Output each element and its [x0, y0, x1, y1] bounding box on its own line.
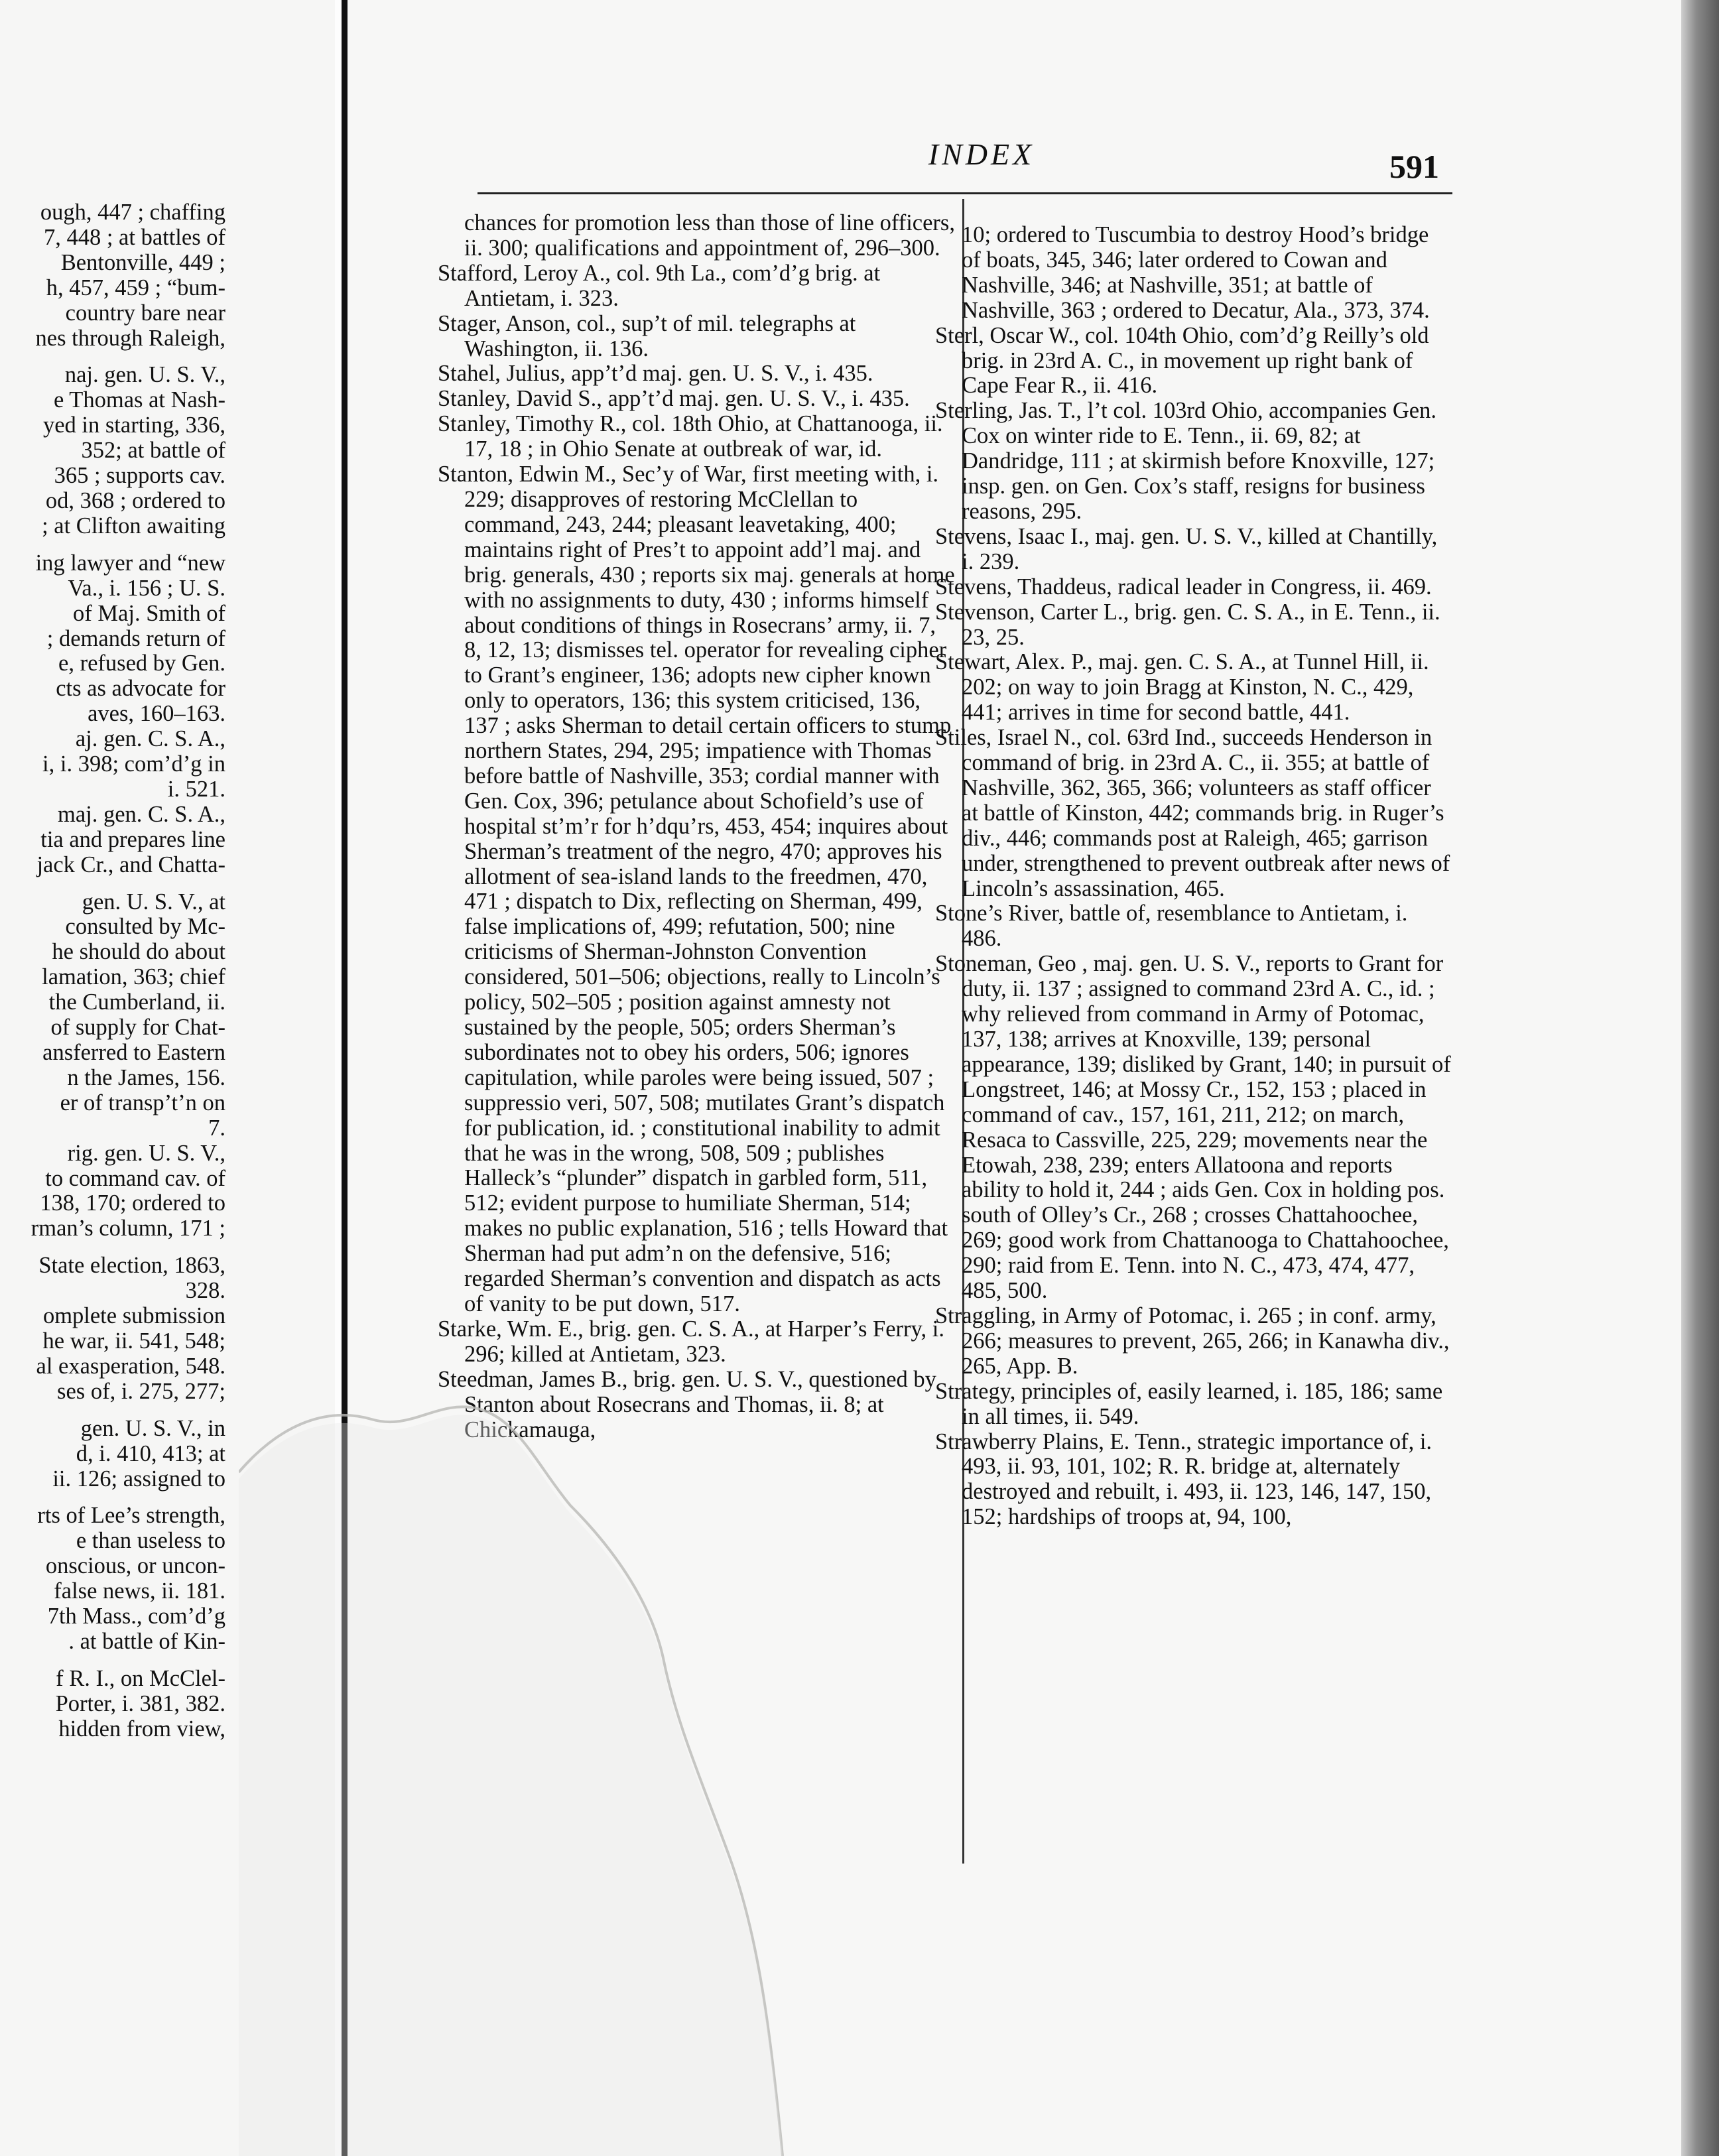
fragment-line: maj. gen. C. S. A., — [57, 801, 225, 827]
fragment-line: . at battle of Kin- — [68, 1628, 225, 1654]
fragment-line: 7. — [208, 1115, 225, 1141]
index-entry: Stiles, Israel N., col. 63rd Ind., succeeds Henderson in command of brig. in 23rd A. C., ii. 355; at battle of Nashville, 362, 365, 366; volunteers as staff officer at battle of Kinston, 442; commands brig. in Ruger’s div., 446; commands post at Raleigh, 465; garrison under, strengthened to prevent outbreak after news of Lincoln’s assassination, 465. — [935, 725, 1450, 901]
page-number: 591 — [1389, 148, 1439, 185]
fragment-line — [0, 1491, 225, 1503]
fragment-line: tia and prepares line — [40, 826, 225, 852]
fragment-line: e Thomas at Nash- — [53, 387, 225, 413]
fragment-line: lamation, 363; chief — [42, 964, 225, 990]
fragment-line: ansferred to Eastern — [42, 1040, 225, 1065]
index-entry: Sterling, Jas. T., l’t col. 103rd Ohio, accompanies Gen. Cox on winter ride to E. Tenn., ii. 69, 82; at Dandridge, 111 ; at skirmish before Knoxville, 127; insp. gen. on Gen. Cox’s staff, resigns for business reasons, 295. — [935, 398, 1436, 524]
fragment-line: naj. gen. U. S. V., — [64, 362, 225, 388]
fragment-line — [0, 1405, 225, 1417]
book-spine — [342, 0, 348, 2156]
index-entry: Stager, Anson, col., sup’t of mil. telegraphs at Washington, ii. 136. — [438, 310, 856, 361]
fragment-line: f R. I., on McClel- — [56, 1665, 225, 1691]
fragment-line: omplete submission — [42, 1303, 225, 1329]
fragment-line: Va., i. 156 ; U. S. — [68, 575, 225, 601]
fragment-line: nes through Raleigh, — [35, 325, 225, 351]
fragment-line: aves, 160–163. — [88, 701, 225, 727]
index-entry: Stevens, Isaac I., maj. gen. U. S. V., killed at Chantilly, i. 239. — [935, 523, 1438, 574]
fragment-line: ses of, i. 275, 277; — [57, 1378, 225, 1404]
index-entry: Sterl, Oscar W., col. 104th Ohio, com’d’g Reilly’s old brig. in 23rd A. C., in movement up right bank of Cape Fear R., ii. 416. — [935, 322, 1429, 399]
fragment-line: 365 ; supports cav. — [54, 463, 225, 489]
fragment-line: gen. U. S. V., in — [80, 1415, 225, 1441]
fragment-line: of Maj. Smith of — [73, 600, 225, 626]
fragment-line: Porter, i. 381, 382. — [55, 1690, 225, 1716]
fragment-line: e, refused by Gen. — [58, 651, 225, 676]
index-entry: Starke, Wm. E., brig. gen. C. S. A., at Harper’s Ferry, i. 296; killed at Antietam, 323. — [438, 1316, 944, 1367]
index-entry: Stanley, Timothy R., col. 18th Ohio, at Chattanooga, ii. 17, 18 ; in Ohio Senate at outbreak of war, id. — [438, 411, 943, 462]
fragment-line: ing lawyer and “new — [35, 550, 225, 576]
fragment-line: hidden from view, — [58, 1716, 225, 1742]
fragment-line: n the James, 156. — [67, 1064, 225, 1090]
index-entry: Straggling, in Army of Potomac, i. 265 ; in conf. army, 266; measures to prevent, 265, 266; in Kanawha div., 265, App. B. — [935, 1302, 1450, 1379]
fragment-line: State election, 1863, — [38, 1253, 225, 1279]
fragment-line: al exasperation, 548. — [36, 1353, 225, 1379]
fragment-line: jack Cr., and Chatta- — [36, 852, 225, 877]
fragment-line: he war, ii. 541, 548; — [42, 1328, 225, 1354]
fragment-line: aj. gen. C. S. A., — [75, 726, 225, 752]
fragment-line: e than useless to — [76, 1528, 225, 1554]
index-entry: Stanley, David S., app’t’d maj. gen. U. S. V., i. 435. — [438, 386, 910, 412]
fragment-line: rig. gen. U. S. V., — [67, 1140, 225, 1166]
running-title: INDEX — [928, 137, 1035, 171]
index-entry: 10; ordered to Tuscumbia to destroy Hood’s bridge of boats, 345, 346; later ordered to Cowan and Nashville, 346; at Nashville, 351; at battle of Nashville, 363 ; ordered to Decatur, Ala., 373, 374. — [962, 222, 1430, 323]
fragment-line: i, i. 398; com’d’g in — [42, 751, 225, 777]
fragment-line: 7, 448 ; at battles of — [43, 224, 225, 250]
index-entry: Stevens, Thaddeus, radical leader in Congress, ii. 469. — [935, 574, 1432, 600]
fragment-line: to command cav. of — [45, 1165, 225, 1191]
fragment-line — [0, 539, 225, 551]
fragment-line: od, 368 ; ordered to — [45, 487, 225, 513]
fragment-line: 328. — [185, 1278, 225, 1304]
fragment-line: of supply for Chat- — [50, 1015, 225, 1041]
fragment-line: 138, 170; ordered to — [40, 1190, 225, 1216]
fragment-line: h, 457, 459 ; “bum- — [46, 275, 225, 300]
fragment-line: gen. U. S. V., at — [82, 889, 225, 915]
left-page-fragments — [0, 200, 225, 1742]
fragment-line: 7th Mass., com’d’g — [47, 1604, 225, 1629]
header-rule — [478, 192, 1452, 194]
index-entry: Stafford, Leroy A., col. 9th La., com’d’g brig. at Antietam, i. 323. — [438, 260, 881, 311]
index-entry: Stewart, Alex. P., maj. gen. C. S. A., at Tunnel Hill, ii. 202; on way to join Bragg at Kinston, N. C., 429, 441; arrives in time for second battle, 441. — [935, 649, 1429, 726]
index-entry: Stoneman, Geo , maj. gen. U. S. V., reports to Grant for duty, ii. 137 ; assigned to command 23rd A. C., id. ; why relieved from command in Army of Potomac, 137, 138; arrives at Knoxville, 139; personal appearance, 139; disliked by Grant, 140; in pursuit of Longstreet, 146; at Mossy Cr., 152, 153 ; placed in command of cav., 157, 161, 211, 212; on march, Resaca to Cassville, 225, 229; movements near the Etowah, 238, 239; enters Allatoona and reports ability to hold it, 244 ; aids Gen. Cox in holding pos. south of Olley’s Cr., 268 ; crosses Chattahoochee, 269; good work from Chattanooga to Chattahoochee, 290; raid from E. Tenn. into N. C., 473, 474, 477, 485, 500. — [935, 951, 1451, 1304]
fragment-line: ough, 447 ; chaffing — [40, 200, 225, 225]
fragment-line: er of transp’t’n on — [60, 1090, 225, 1115]
index-entry: chances for promotion less than those of line officers, ii. 300; qualifications and appointment of, 296–300. — [464, 210, 955, 261]
fragment-line: rts of Lee’s strength, — [37, 1503, 225, 1529]
fragment-line: consulted by Mc- — [65, 914, 225, 940]
index-entry: Stone’s River, battle of, resemblance to Antietam, i. 486. — [935, 901, 1408, 952]
fragment-line: false news, ii. 181. — [54, 1578, 225, 1604]
page-edge-shadow — [1681, 0, 1719, 2156]
index-entry: Strawberry Plains, E. Tenn., strategic importance of, i. 493, ii. 93, 101, 102; R. R. bridge at, alternately destroyed and rebuilt, i. 493, ii. 123, 146, 147, 150, 152; hardships of troops at, 94, 100, — [935, 1428, 1432, 1530]
fragment-line: ; at Clifton awaiting — [42, 513, 225, 539]
index-entry: Strategy, principles of, easily learned, i. 185, 186; same in all times, ii. 549. — [935, 1378, 1443, 1429]
fragment-line: d, i. 410, 413; at — [76, 1440, 225, 1466]
fragment-line: rman’s column, 171 ; — [31, 1216, 225, 1241]
fragment-line: ; demands return of — [46, 625, 225, 651]
index-entry: Stanton, Edwin M., Sec’y of War, first meeting with, i. 229; disapproves of restoring McClellan to command, 243, 244; pleasant leavetaking, 400; maintains right of Pres’t to appoint add’l maj. and brig. generals, 430 ; reports six maj. generals at home with no assignments to duty, 430 ; informs himself about conditions of things in Rosecrans’ army, ii. 7, 8, 12, 13; dismisses tel. operator for revealing cipher to Grant’s engineer, 136; adopts new cipher known only to operators, 136; this system criticised, 136, 137 ; asks Sherman to detail certain officers to stump northern States, 294, 295; impatience with Thomas before battle of Nashville, 353; cordial manner with Gen. Cox, 396; petulance about Schofield’s use of hospital st’m’r for h’dqu’rs, 453, 454; inquires about Sherman’s treatment of the negro, 470; approves his allotment of sea-island lands to the freedmen, 470, 471 ; dispatch to Dix, reflecting on Sherman, 499, false implications of, 499; refutation, 500; nine criticisms of Sherman-Johnston Convention considered, 501–506; objections, really to Lincoln’s policy, 502–505 ; position against amnesty not sustained by the people, 505; orders Sherman’s subordinates not to obey his orders, 506; ignores capitulation, while paroles were being issued, 507 ; suppressio veri, 507, 508; mutilates Grant’s dispatch for publication, id. ; constitutional inability to admit that he was in the wrong, 508, 509 ; publishes Halleck’s “plunder” dispatch in garbled form, 511, 512; evident purpose to humiliate Sherman, 514; makes no public explanation, 516 ; tells Howard that Sherman had put adm’n on the defensive, 516; regarded Sherman’s convention and dispatch as acts of vanity to be put down, 517. — [438, 462, 955, 1316]
fragment-line — [0, 351, 225, 363]
fragment-line: 352; at battle of — [81, 438, 225, 464]
fragment-line: Bentonville, 449 ; — [60, 249, 225, 275]
fragment-line: onscious, or uncon- — [45, 1553, 225, 1579]
fragment-line: yed in starting, 336, — [42, 412, 225, 438]
index-entry: Steedman, James B., brig. gen. U. S. V., questioned by Stanton about Rosecrans and Thomas, ii. 8; at Chickamauga, — [438, 1366, 936, 1442]
fragment-line: he should do about — [52, 939, 225, 965]
index-column-right — [935, 223, 1452, 1530]
fragment-line — [0, 1241, 225, 1253]
index-entry: Stevenson, Carter L., brig. gen. C. S. A., in E. Tenn., ii. 23, 25. — [935, 599, 1440, 650]
fragment-line: country bare near — [65, 300, 225, 326]
fragment-line — [0, 1655, 225, 1667]
fragment-line: ii. 126; assigned to — [52, 1466, 225, 1491]
fragment-line: cts as advocate for — [56, 676, 225, 702]
index-column-left — [438, 211, 955, 1442]
index-entry: Stahel, Julius, app’t’d maj. gen. U. S. V., i. 435. — [438, 361, 873, 387]
fragment-line: the Cumberland, ii. — [48, 989, 225, 1015]
fragment-line: i. 521. — [167, 776, 225, 802]
fragment-line — [0, 878, 225, 890]
